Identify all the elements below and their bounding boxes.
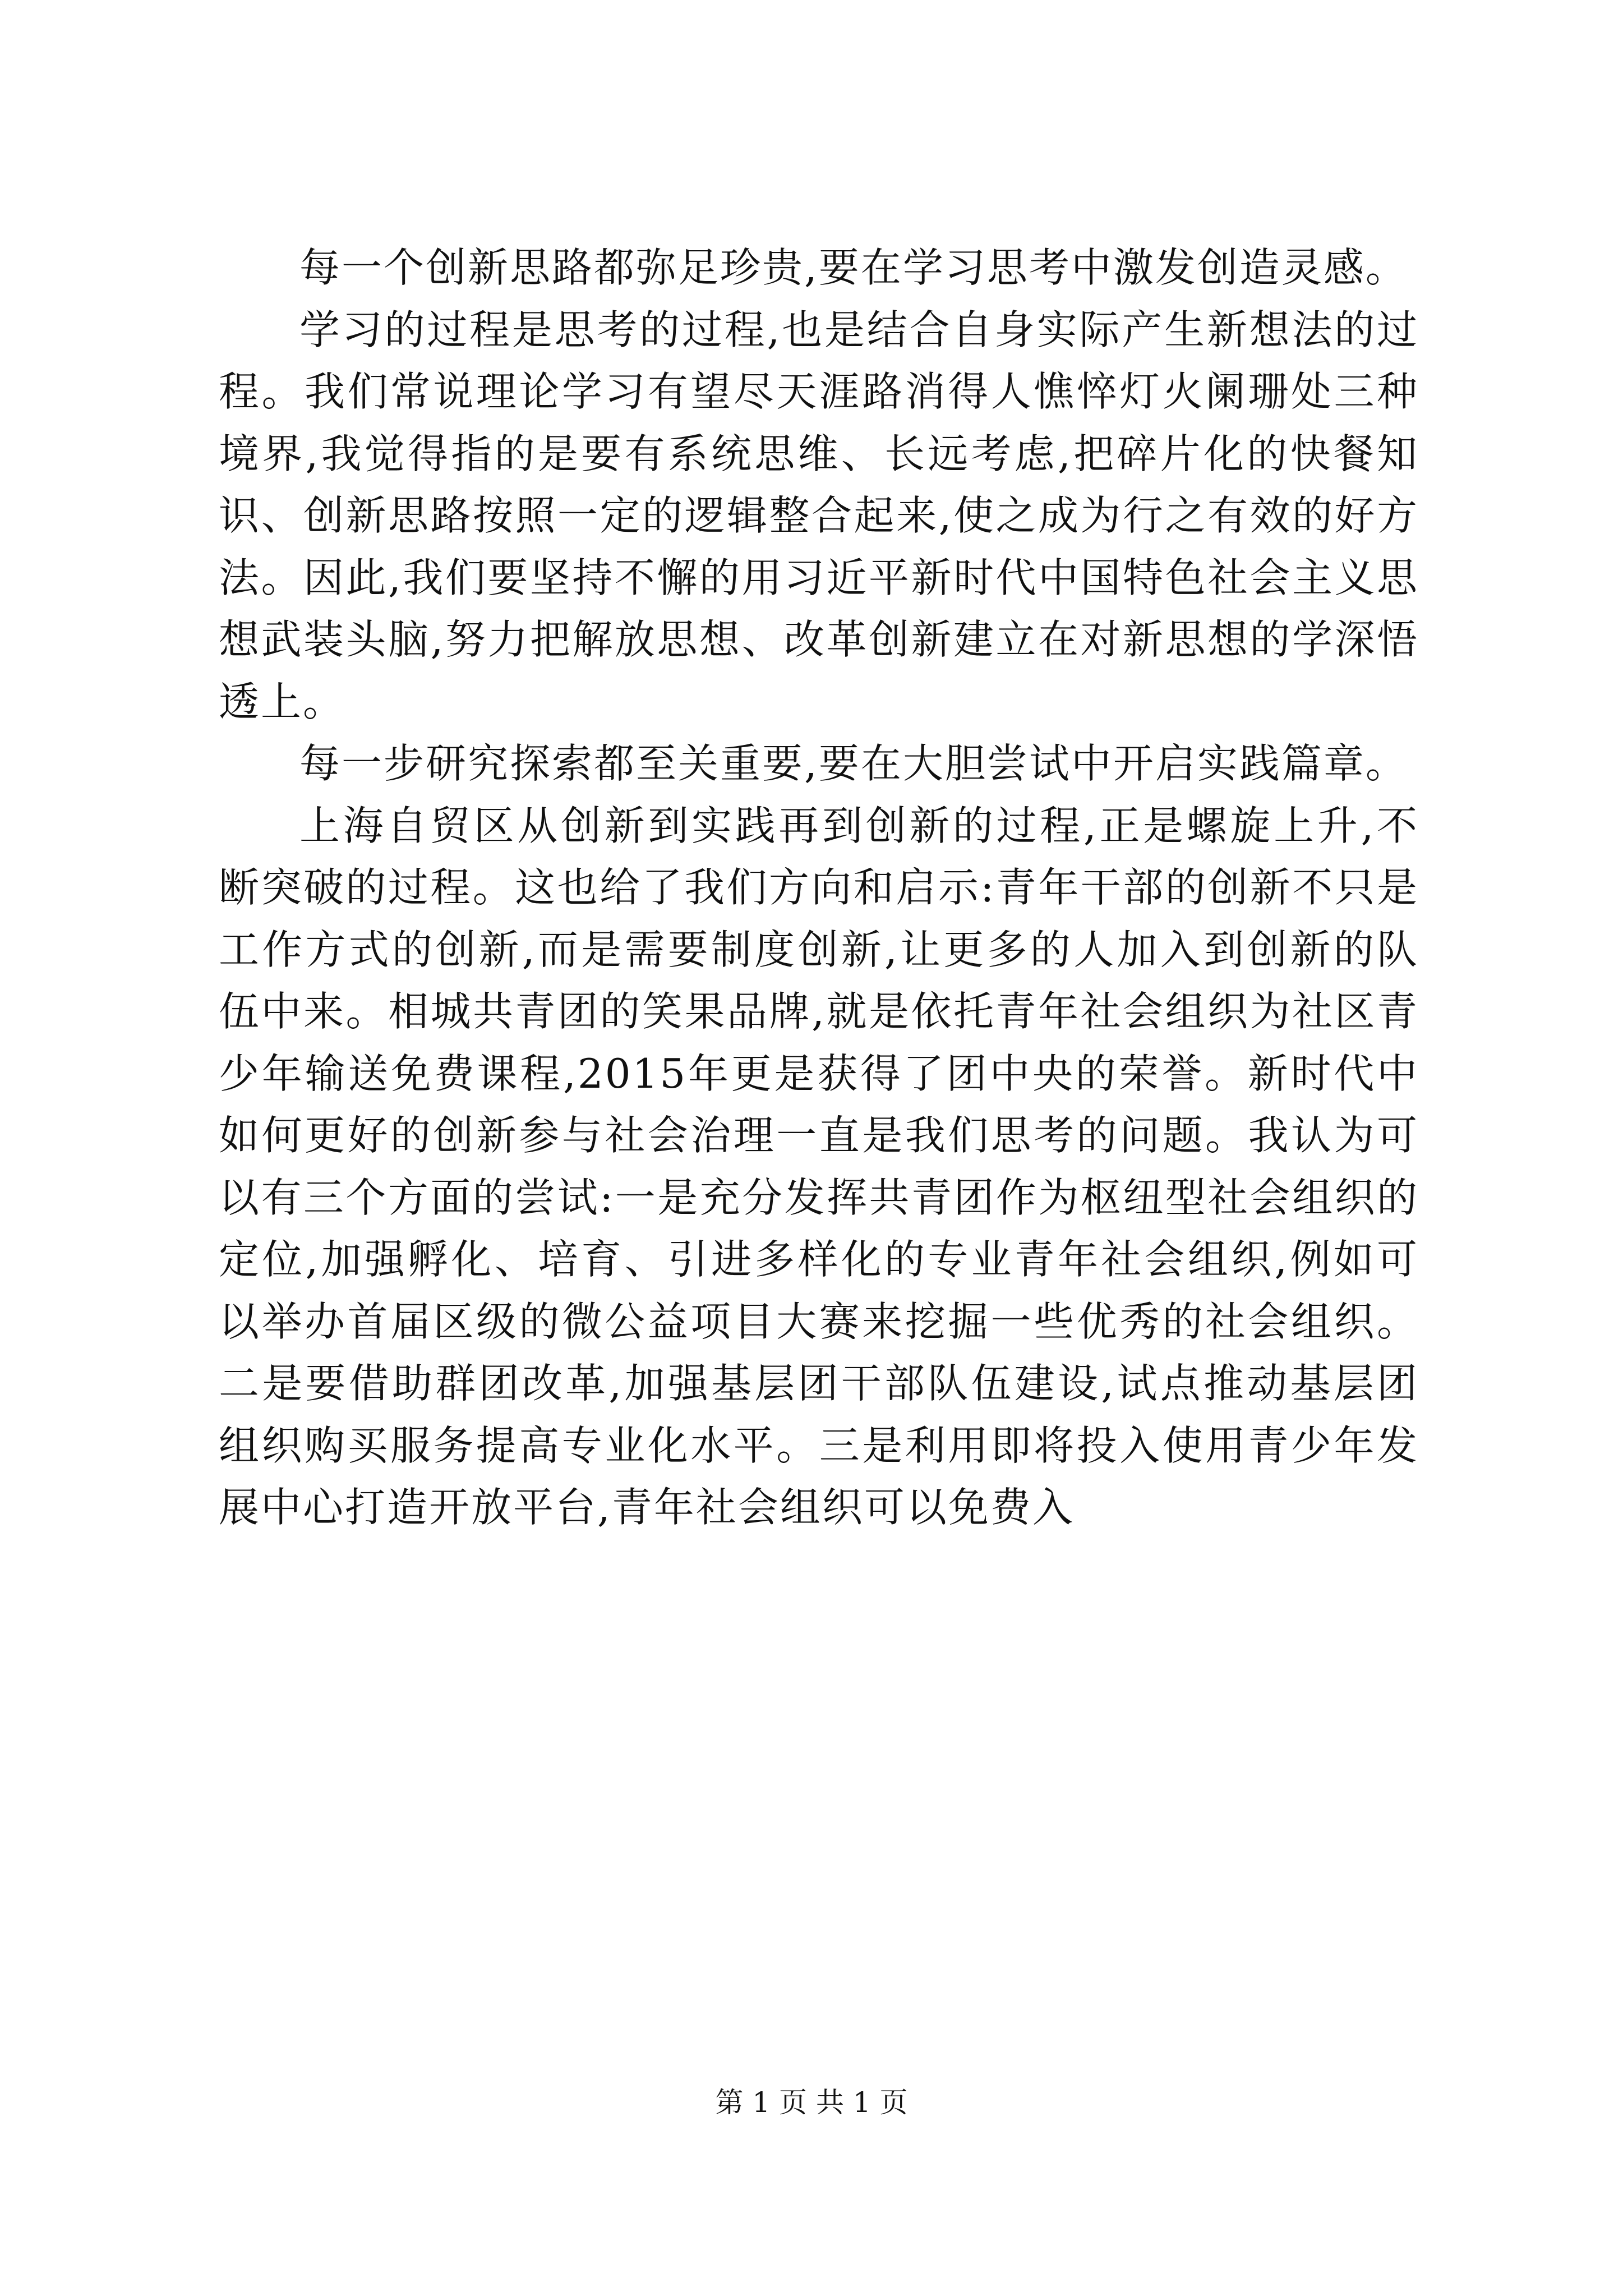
page-footer: 第 1 页 共 1 页	[715, 2086, 908, 2119]
document-body	[219, 237, 1419, 1539]
paragraph-exploration-heading: 每一步研究探索都至关重要,要在大胆尝试中开启实践篇章。	[299, 740, 1408, 787]
paragraph-innovation-heading: 每一个创新思路都弥足珍贵,要在学习思考中激发创造灵感。	[299, 244, 1408, 291]
paragraph-shanghai-ftz: 上海自贸区从创新到实践再到创新的过程,正是螺旋上升,不断突破的过程。这也给了我们方向和启示:青年干部的创新不只是工作方式的创新,而是需要制度创新,让更多的人加入到创新的队伍中来。相城共青团的笑果品牌,就是依托青年社会组织为社区青少年输送免费课程,2015年更是获得了团中央的荣誉。新时代中如何更好的创新参与社会治理一直是我们思考的问题。我认为可以有三个方面的尝试:一是充分发挥共青团作为枢纽型社会组织的定位,加强孵化、培育、引进多样化的专业青年社会组织,例如可以举办首届区级的微公益项目大赛来挖掘一些优秀的社会组织。二是要借助群团改革,加强基层团干部队伍建设,试点推动基层团组织购买服务提高专业化水平。三是利用即将投入使用青少年发展中心打造开放平台,青年社会组织可以免费入	[219, 802, 1419, 1531]
paragraph-learning-process: 学习的过程是思考的过程,也是结合自身实际产生新想法的过程。我们常说理论学习有望尽天涯路消得人憔悴灯火阑珊处三种境界,我觉得指的是要有系统思维、长远考虑,把碎片化的快餐知识、创新思路按照一定的逻辑整合起来,使之成为行之有效的好方法。因此,我们要坚持不懈的用习近平新时代中国特色社会主义思想武装头脑,努力把解放思想、改革创新建立在对新思想的学深悟透上。	[219, 306, 1419, 725]
